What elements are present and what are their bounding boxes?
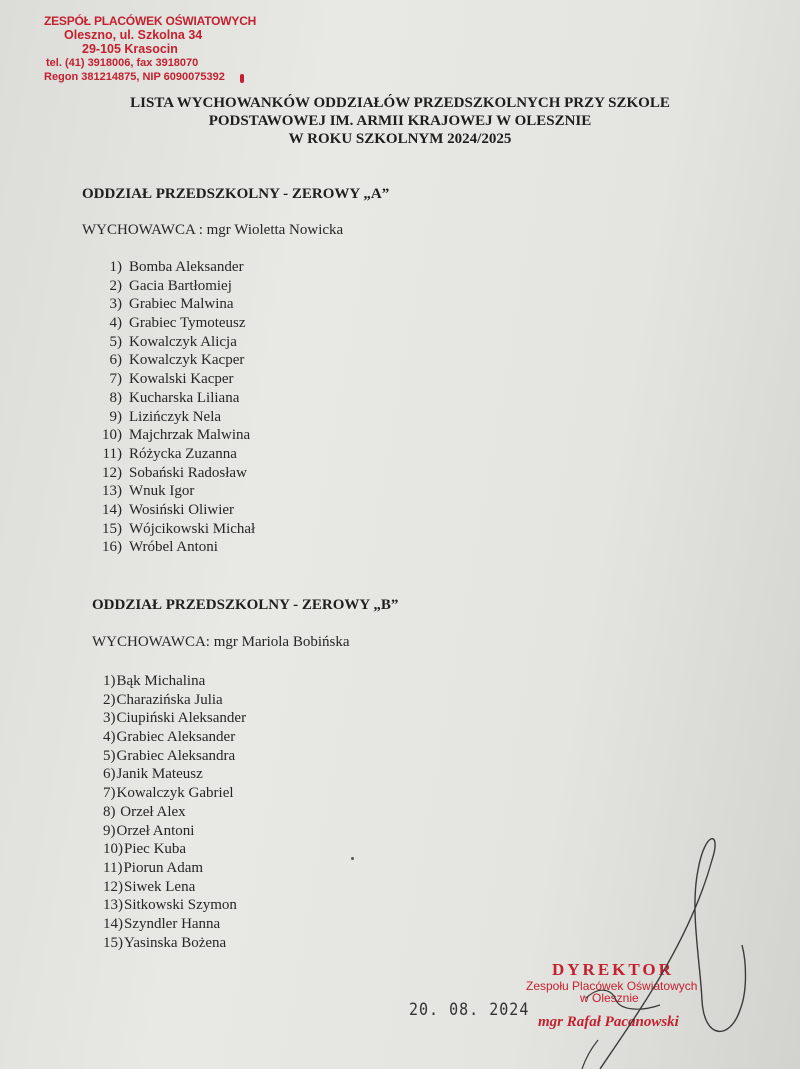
stamp-line-postal: 29-105 Krasocin — [82, 42, 178, 56]
student-name: Orzeł Antoni — [116, 822, 195, 839]
student-row-a — [99, 445, 255, 464]
student-name: Sitkowski Szymon — [124, 897, 237, 914]
student-number: 12) — [102, 464, 122, 481]
student-row-a — [99, 258, 255, 277]
stamp-line-institution: ZESPÓŁ PLACÓWEK OŚWIATOWYCH — [44, 14, 257, 28]
student-number: 6) — [103, 766, 116, 783]
director-role: DYREKTOR — [552, 960, 674, 979]
student-row-a — [99, 277, 255, 296]
student-number: 11) — [103, 859, 123, 876]
director-name: mgr Rafał Pacanowski — [538, 1014, 679, 1030]
student-number: 9) — [109, 408, 122, 425]
student-row-b — [103, 896, 246, 915]
title-line-1: LISTA WYCHOWANKÓW ODDZIAŁÓW PRZEDSZKOLNYCH PRZY SZKOLE — [130, 95, 670, 111]
student-row-a — [99, 408, 255, 427]
student-number: 1) — [109, 259, 122, 275]
student-name: Lizińczyk Nela — [129, 408, 222, 425]
section-b-teacher: WYCHOWAWCA: mgr Mariola Bobińska — [92, 634, 350, 650]
student-row-a — [99, 314, 255, 333]
student-name: Sobański Radosław — [129, 464, 247, 481]
student-number: 7) — [109, 371, 122, 388]
student-name: Kowalczyk Kacper — [129, 352, 245, 369]
student-number: 5) — [103, 747, 116, 764]
student-row-b — [103, 915, 246, 934]
student-name: Piorun Adam — [123, 859, 204, 876]
student-row-a — [99, 370, 255, 389]
student-name: Ciupiński Aleksander — [116, 710, 247, 727]
student-number: 5) — [109, 333, 122, 350]
document-title — [60, 94, 740, 148]
student-row-b — [103, 822, 246, 841]
student-row-a — [99, 333, 255, 352]
student-number: 14) — [103, 915, 123, 932]
student-name: Gacia Bartłomiej — [129, 277, 232, 294]
student-row-b — [103, 784, 246, 803]
student-name: Szyndler Hanna — [124, 915, 221, 932]
student-row-b — [103, 691, 246, 710]
student-row-b — [103, 878, 246, 897]
student-name: Orzeł Alex — [116, 803, 186, 820]
stamp-line-address: Oleszno, ul. Szkolna 34 — [64, 28, 203, 42]
student-row-b — [103, 747, 246, 766]
student-name: Kucharska Liliana — [129, 389, 240, 406]
student-number: 10) — [103, 841, 123, 858]
student-row-a — [99, 464, 255, 483]
student-number: 2) — [109, 277, 122, 294]
student-number: 3) — [103, 710, 116, 727]
student-number: 15) — [102, 520, 122, 537]
student-name: Grabiec Aleksander — [116, 729, 236, 746]
student-number: 3) — [109, 296, 122, 313]
student-number: 11) — [102, 445, 122, 462]
student-number: 8) — [103, 803, 116, 820]
student-number: 13) — [102, 483, 122, 500]
title-line-2: PODSTAWOWEJ IM. ARMII KRAJOWEJ W OLESZNIE — [208, 113, 592, 129]
student-row-b — [103, 728, 246, 747]
paper-speck — [351, 857, 354, 860]
title-line-3: W ROKU SZKOLNYM 2024/2025 — [288, 131, 512, 147]
student-row-b — [103, 765, 246, 784]
student-row-a — [99, 426, 255, 445]
student-number: 16) — [102, 539, 122, 556]
student-number: 6) — [109, 352, 122, 369]
student-name: Wnuk Igor — [129, 483, 195, 500]
student-number: 14) — [102, 501, 122, 518]
student-row-b — [103, 803, 246, 822]
student-row-b — [103, 840, 246, 859]
student-name: Bomba Aleksander — [129, 259, 244, 275]
student-name: Wójcikowski Michał — [129, 520, 256, 537]
student-number: 7) — [103, 785, 116, 802]
student-name: Wróbel Antoni — [129, 539, 218, 556]
student-row-b — [103, 709, 246, 728]
student-name: Grabiec Malwina — [129, 296, 234, 313]
student-name: Majchrzak Malwina — [129, 427, 251, 444]
student-name: Kowalczyk Gabriel — [116, 785, 234, 802]
student-row-a — [99, 482, 255, 501]
student-name: Różycka Zuzanna — [129, 445, 237, 462]
student-name: Piec Kuba — [124, 841, 187, 858]
document-date: 20. 08. 2024 — [409, 998, 530, 1020]
student-row-b — [103, 934, 246, 953]
section-a-student-list — [99, 258, 255, 557]
student-number: 9) — [103, 822, 116, 839]
student-name: Wosiński Oliwier — [129, 501, 235, 518]
student-row-a — [99, 351, 255, 370]
student-number: 1) — [103, 673, 116, 689]
stamp-line-regon: Regon 381214875, NIP 6090075392 — [44, 71, 225, 83]
student-number: 4) — [103, 729, 116, 746]
student-name: Grabiec Tymoteusz — [129, 315, 246, 332]
section-b-heading: ODDZIAŁ PRZEDSZKOLNY - ZEROWY „B” — [92, 597, 399, 613]
student-number: 10) — [102, 427, 122, 444]
student-name: Bąk Michalina — [116, 673, 206, 689]
school-stamp — [44, 14, 257, 84]
student-row-a — [99, 389, 255, 408]
student-number: 15) — [103, 934, 123, 951]
director-location: w Olesznie — [580, 991, 639, 1005]
section-a-teacher: WYCHOWAWCA : mgr Wioletta Nowicka — [82, 222, 344, 238]
student-name: Yasinska Bożena — [124, 934, 227, 951]
student-name: Kowalski Kacper — [129, 371, 234, 388]
student-row-b — [103, 859, 246, 878]
student-row-a — [99, 295, 255, 314]
student-row-a — [99, 520, 255, 539]
student-number: 13) — [103, 897, 123, 914]
section-a-heading: ODDZIAŁ PRZEDSZKOLNY - ZEROWY „A” — [82, 186, 390, 202]
director-institution: Zespołu Placówek Oświatowych — [526, 979, 698, 993]
student-name: Kowalczyk Alicja — [129, 333, 237, 350]
student-row-a — [99, 538, 255, 557]
student-name: Charazińska Julia — [116, 691, 223, 708]
stamp-line-phone: tel. (41) 3918006, fax 3918070 — [46, 57, 199, 69]
student-name: Grabiec Aleksandra — [116, 747, 236, 764]
section-b-student-list — [103, 672, 246, 952]
student-number: 8) — [109, 389, 122, 406]
student-number: 2) — [103, 691, 116, 708]
student-row-b — [103, 672, 246, 691]
student-number: 4) — [109, 315, 122, 332]
student-row-a — [99, 501, 255, 520]
student-number: 12) — [103, 878, 123, 895]
ink-mark — [240, 74, 244, 83]
student-name: Siwek Lena — [124, 878, 196, 895]
student-name: Janik Mateusz — [116, 766, 203, 783]
